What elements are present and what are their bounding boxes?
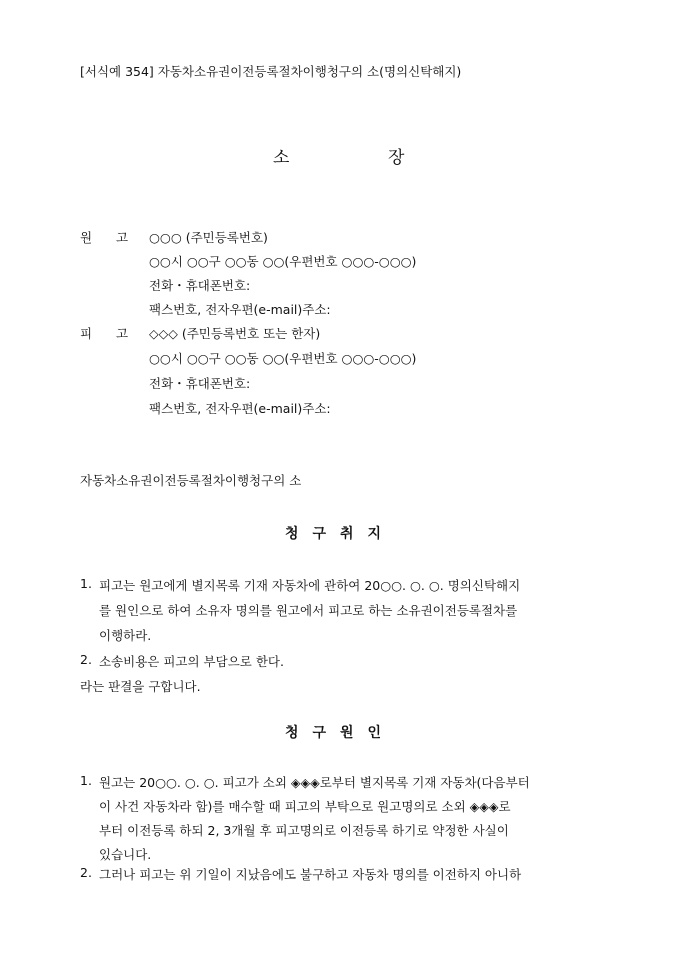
claim-cause-heading: 청구원인 bbox=[284, 725, 396, 741]
claim-purpose-heading: 청구취지 bbox=[284, 526, 396, 542]
claim-cause-item-2-line-1: 그러나 피고는 위 기일이 지났음에도 불구하고 자동차 명의를 이전하지 아니하 bbox=[99, 867, 522, 882]
defendant-phone: 전화・휴대폰번호: bbox=[149, 376, 251, 391]
defendant-label bbox=[80, 324, 152, 342]
defendant-fax-email: 팩스번호, 전자우편(e-mail)주소: bbox=[149, 401, 331, 416]
defendant-name: ◇◇◇ (주민등록번호 또는 한자) bbox=[149, 326, 321, 341]
claim-cause-item-1-line-1: 원고는 20○○. ○. ○. 피고가 소외 ◈◈◈로부터 별지목록 기재 자동차(다음부터 bbox=[99, 775, 530, 790]
defendant-label-char-1: 피 bbox=[80, 326, 93, 341]
plaintiff-address: ○○시 ○○구 ○○동 ○○(우편번호 ○○○-○○○) bbox=[149, 254, 417, 269]
claim-cause-item-1-line-2: 이 사건 자동차라 함)를 매수할 때 피고의 부탁으로 원고명의로 소외 ◈◈◈로 bbox=[99, 799, 511, 814]
claim-purpose-item-2-line-1: 소송비용은 피고의 부담으로 한다. bbox=[99, 654, 284, 669]
defendant-label-char-2: 고 bbox=[116, 326, 129, 341]
claim-cause-item-2-number: 2. bbox=[80, 865, 92, 880]
defendant-address: ○○시 ○○구 ○○동 ○○(우편번호 ○○○-○○○) bbox=[149, 351, 417, 366]
plaintiff-phone: 전화・휴대폰번호: bbox=[149, 278, 251, 293]
form-title: [서식예 354] 자동차소유권이전등록절차이행청구의 소(명의신탁해지) bbox=[80, 64, 462, 79]
claim-purpose-item-2-number: 2. bbox=[80, 652, 92, 667]
claim-purpose-item-1-number: 1. bbox=[80, 576, 92, 591]
claim-cause-item-1-line-3: 부터 이전등록 하되 2, 3개월 후 피고명의로 이전등록 하기로 약정한 사실이 bbox=[99, 823, 509, 838]
plaintiff-name: ○○○ (주민등록번호) bbox=[149, 230, 268, 245]
plaintiff-label-char-2: 고 bbox=[116, 230, 129, 245]
plaintiff-label-char-1: 원 bbox=[80, 230, 93, 245]
claim-purpose-item-1-line-3: 이행하라. bbox=[99, 628, 152, 643]
plaintiff-fax-email: 팩스번호, 전자우편(e-mail)주소: bbox=[149, 302, 331, 317]
case-name: 자동차소유권이전등록절차이행청구의 소 bbox=[80, 473, 302, 488]
claim-purpose-item-1-line-1: 피고는 원고에게 별지목록 기재 자동차에 관하여 20○○. ○. ○. 명의신탁해지 bbox=[99, 578, 521, 593]
claim-cause-item-1-number: 1. bbox=[80, 773, 92, 788]
document-title-char-1: 소 bbox=[273, 148, 290, 168]
claim-cause-item-1-line-4: 있습니다. bbox=[99, 847, 152, 862]
claim-purpose-item-1-line-2: 를 원인으로 하여 소유자 명의를 원고에서 피고로 하는 소유권이전등록절차를 bbox=[99, 603, 518, 618]
plaintiff-label bbox=[80, 228, 152, 246]
document-title-char-2: 장 bbox=[388, 148, 405, 168]
claim-purpose-closing: 라는 판결을 구합니다. bbox=[80, 679, 201, 694]
